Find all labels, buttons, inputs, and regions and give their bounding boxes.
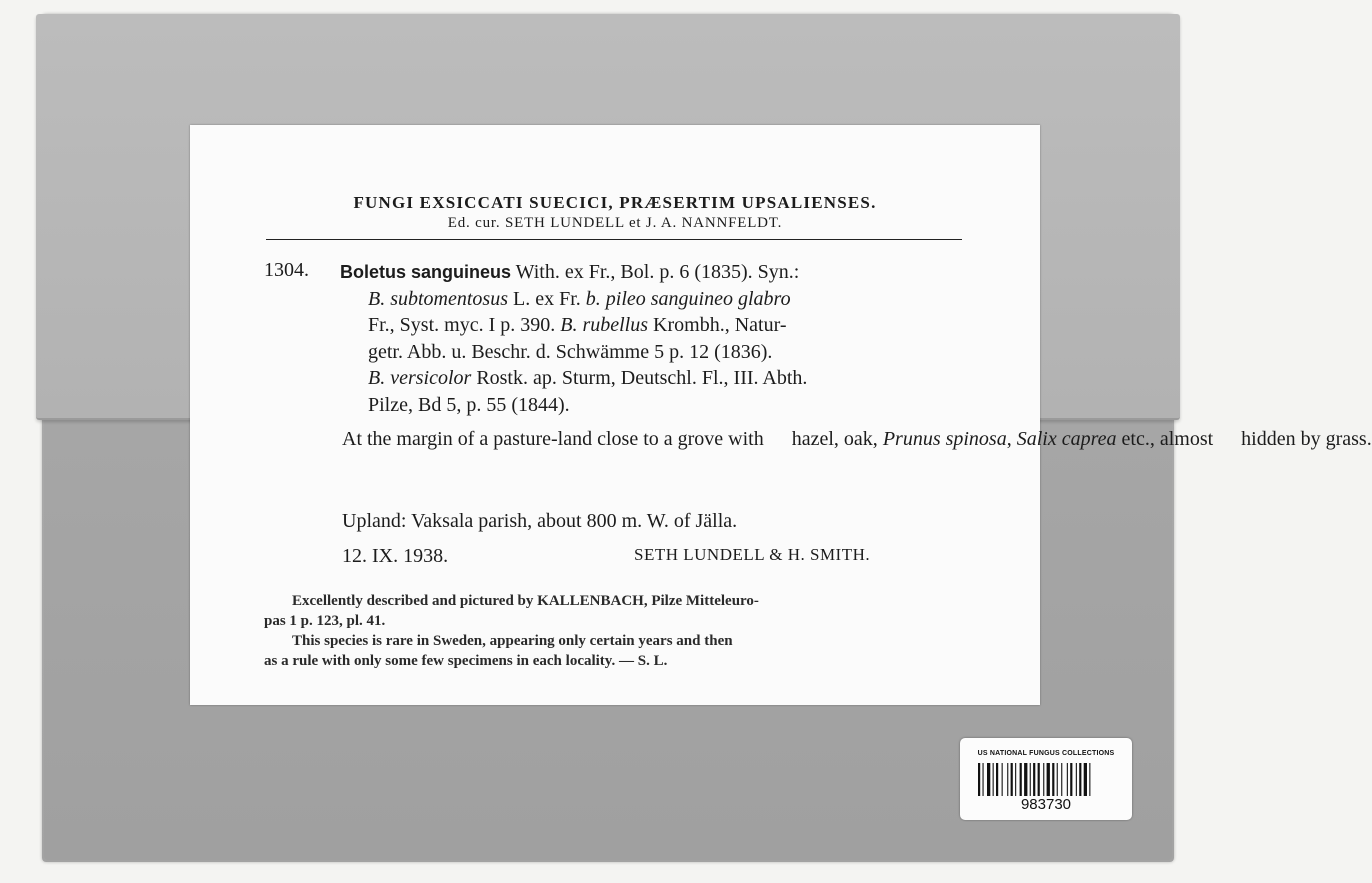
- barcode-bar: [1038, 763, 1040, 796]
- barcode-bar: [978, 763, 980, 796]
- barcode-bar: [1076, 763, 1077, 796]
- barcode-bar: [1011, 763, 1013, 796]
- barcode-label: [960, 738, 1132, 820]
- text-line: [340, 339, 966, 366]
- text-line: [764, 428, 1213, 450]
- barcode-bar: [1002, 763, 1003, 796]
- taxon-name-italic: B. subtomentosus: [368, 287, 508, 310]
- barcode-bar: [1020, 763, 1022, 796]
- note-line: Excellently described and pictured by KALLENBACH, Pilze Mitteleuro-: [292, 593, 759, 609]
- collection-date: 12. IX. 1938.: [342, 545, 449, 567]
- taxon-name-italic: Prunus spinosa: [882, 428, 1007, 450]
- barcode-bar: [1024, 763, 1027, 796]
- barcode-bar: [993, 763, 994, 796]
- taxon-name-italic: Salix caprea: [1016, 428, 1117, 450]
- barcode-number: 983730: [1020, 796, 1072, 813]
- text-line: [340, 365, 966, 392]
- barcode-icon: [978, 763, 1114, 796]
- taxon-name-italic: B. versicolor: [368, 367, 472, 389]
- taxon-name-bold: Boletus sanguineus: [340, 262, 512, 282]
- barcode-bar: [1070, 763, 1072, 796]
- text-line: [340, 392, 966, 419]
- barcode-bar: [1030, 763, 1031, 796]
- barcode-bar: [1057, 763, 1058, 796]
- text-segment: Fr., Syst. myc. I p. 390.: [368, 314, 561, 336]
- text-segment: L. ex Fr.: [508, 287, 586, 310]
- text-segment: ,: [1006, 428, 1017, 450]
- habitat-description: [342, 425, 1372, 453]
- note-line: as a rule with only some few specimens in each locality. — S. L.: [264, 653, 668, 669]
- taxon-name-italic: b. pileo sanguineo glabro: [585, 287, 791, 310]
- text-segment: At the margin of a pasture-land close to a grove with: [342, 428, 764, 450]
- text-line: [342, 428, 764, 450]
- barcode-bar: [1047, 763, 1050, 796]
- barcode-bar: [1015, 763, 1016, 796]
- header-rule: [266, 239, 962, 240]
- collectors: SETH LUNDELL & H. SMITH.: [634, 545, 871, 564]
- text-segment: Pilze, Bd 5, p. 55 (1844).: [368, 393, 570, 416]
- text-segment: etc., almost: [1116, 428, 1214, 450]
- text-line: [340, 286, 966, 313]
- barcode-bar: [1079, 763, 1081, 796]
- label-notes: [264, 591, 972, 671]
- entry-number: 1304.: [264, 259, 309, 281]
- text-segment: getr. Abb. u. Beschr. d. Schwämme 5 p. 12 (1836).: [368, 340, 773, 363]
- barcode-bar: [1067, 763, 1068, 796]
- taxon-name-italic: B. rubellus: [560, 314, 649, 336]
- note-line: This species is rare in Sweden, appearing only certain years and then: [292, 633, 733, 649]
- note-line: pas 1 p. 123, pl. 41.: [264, 613, 386, 629]
- barcode-bar: [1061, 763, 1062, 796]
- barcode-bar: [987, 763, 990, 796]
- label-title: FUNGI EXSICCATI SUECICI, PRÆSERTIM UPSALIENSES.: [353, 193, 877, 212]
- label-editors: Ed. cur. SETH LUNDELL et J. A. NANNFELDT.: [447, 215, 783, 231]
- locality-text: Upland: Vaksala parish, about 800 m. W. of Jälla.: [342, 510, 738, 532]
- barcode-bar: [1043, 763, 1044, 796]
- barcode-bar: [1052, 763, 1054, 796]
- barcode-bar: [1084, 763, 1087, 796]
- text-line: [340, 259, 966, 286]
- text-line: [340, 312, 966, 339]
- text-segment: Rostk. ap. Sturm, Deutschl. Fl., III. Abth.: [471, 367, 808, 389]
- text-segment: hazel, oak,: [791, 428, 883, 450]
- barcode-bar: [983, 763, 984, 796]
- text-segment: hidden by grass.: [1241, 428, 1372, 450]
- text-segment: With. ex Fr., Bol. p. 6 (1835). Syn.:: [511, 261, 800, 283]
- taxon-entry: [340, 259, 966, 418]
- text-line: [1213, 428, 1372, 450]
- barcode-bar: [1007, 763, 1008, 796]
- barcode-caption: US NATIONAL FUNGUS COLLECTIONS: [977, 750, 1115, 757]
- barcode-bar: [996, 763, 998, 796]
- barcode-bar: [1033, 763, 1035, 796]
- barcode-bar: [1089, 763, 1090, 796]
- text-segment: Krombh., Natur-: [648, 314, 787, 336]
- specimen-label: [190, 125, 1372, 705]
